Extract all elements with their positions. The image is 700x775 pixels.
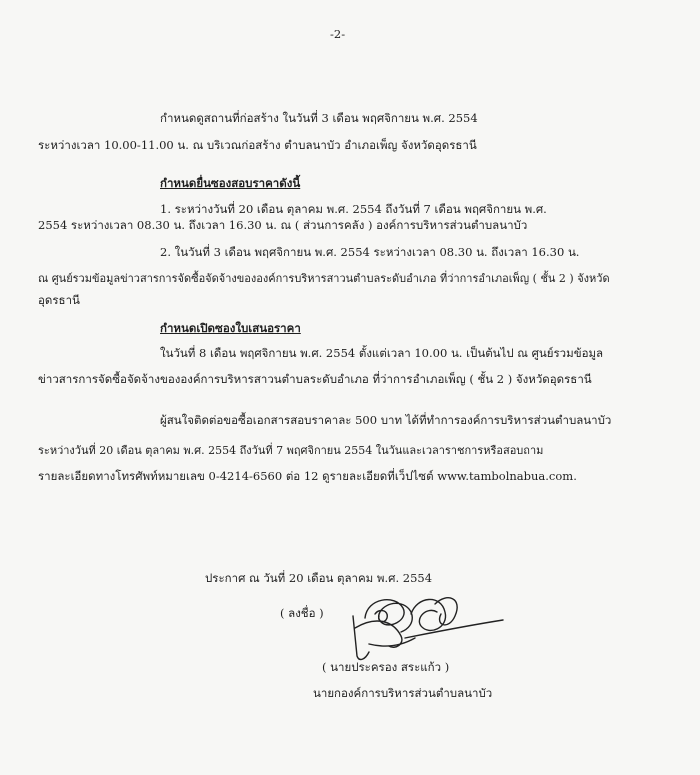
submission-item-1-line-1: 1. ระหว่างวันที่ 20 เดือน ตุลาคม พ.ศ. 2554 ถึงวันที่ 7 เดือน พฤศจิกายน พ.ศ.: [160, 202, 547, 216]
signer-title: นายกองค์การบริหารส่วนตำบลนาบัว: [313, 686, 493, 700]
signer-name: ( นายประครอง สระแก้ว ): [322, 660, 450, 674]
signature-label: ( ลงชื่อ ): [280, 606, 324, 620]
site-visit-line-2: ระหว่างเวลา 10.00-11.00 น. ณ บริเวณก่อสร้าง ตำบลนาบัว อำเภอเพ็ญ จังหวัดอุดรธานี: [38, 138, 477, 152]
handwritten-signature: [345, 586, 505, 666]
announcement-date: ประกาศ ณ วันที่ 20 เดือน ตุลาคม พ.ศ. 2554: [205, 571, 433, 585]
site-visit-line-1: กำหนดดูสถานที่ก่อสร้าง ในวันที่ 3 เดือน พฤศจิกายน พ.ศ. 2554: [160, 111, 478, 125]
page-number: -2-: [330, 27, 346, 41]
submission-item-1-line-2: 2554 ระหว่างเวลา 08.30 น. ถึงเวลา 16.30 น. ณ ( ส่วนการคลัง ) องค์การบริหารส่วนตำบลนาบัว: [38, 218, 528, 232]
submission-heading: กำหนดยื่นซองสอบราคาดังนี้: [160, 176, 301, 190]
submission-item-2-line-3: อุดรธานี: [38, 293, 80, 307]
purchase-info-line-2: ระหว่างวันที่ 20 เดือน ตุลาคม พ.ศ. 2554 ถึงวันที่ 7 พฤศจิกายน 2554 ในวันและเวลาราชการหรือสอบถาม: [38, 444, 544, 457]
opening-line-1: ในวันที่ 8 เดือน พฤศจิกายน พ.ศ. 2554 ตั้งแต่เวลา 10.00 น. เป็นต้นไป ณ ศูนย์รวมข้อมูล: [160, 346, 604, 360]
purchase-info-line-1: ผู้สนใจติดต่อขอซื้อเอกสารสอบราคาละ 500 บาท ได้ที่ทำการองค์การบริหารส่วนตำบลนาบัว: [160, 413, 612, 427]
submission-item-2-line-2: ณ ศูนย์รวมข้อมูลข่าวสารการจัดซื้อจัดจ้างขององค์การบริหารสาวนตำบลระดับอำเภอ ที่ว่าการอำเภอเพ็ญ ( ชั้น 2 ) จังหวัด: [38, 272, 610, 285]
submission-item-2-line-1: 2. ในวันที่ 3 เดือน พฤศจิกายน พ.ศ. 2554 ระหว่างเวลา 08.30 น. ถึงเวลา 16.30 น.: [160, 245, 580, 259]
purchase-info-line-3: รายละเอียดทางโทรศัพท์หมายเลข 0-4214-6560 ต่อ 12 ดูรายละเอียดที่เว็ปไซต์ www.tambolnabua.com.: [38, 469, 577, 483]
opening-line-2: ข่าวสารการจัดซื้อจัดจ้างขององค์การบริหารสาวนตำบลระดับอำเภอ ที่ว่าการอำเภอเพ็ญ ( ชั้น 2 ) จังหวัดอุดรธานี: [38, 372, 592, 386]
opening-heading: กำหนดเปิดซองใบเสนอราคา: [160, 321, 301, 335]
